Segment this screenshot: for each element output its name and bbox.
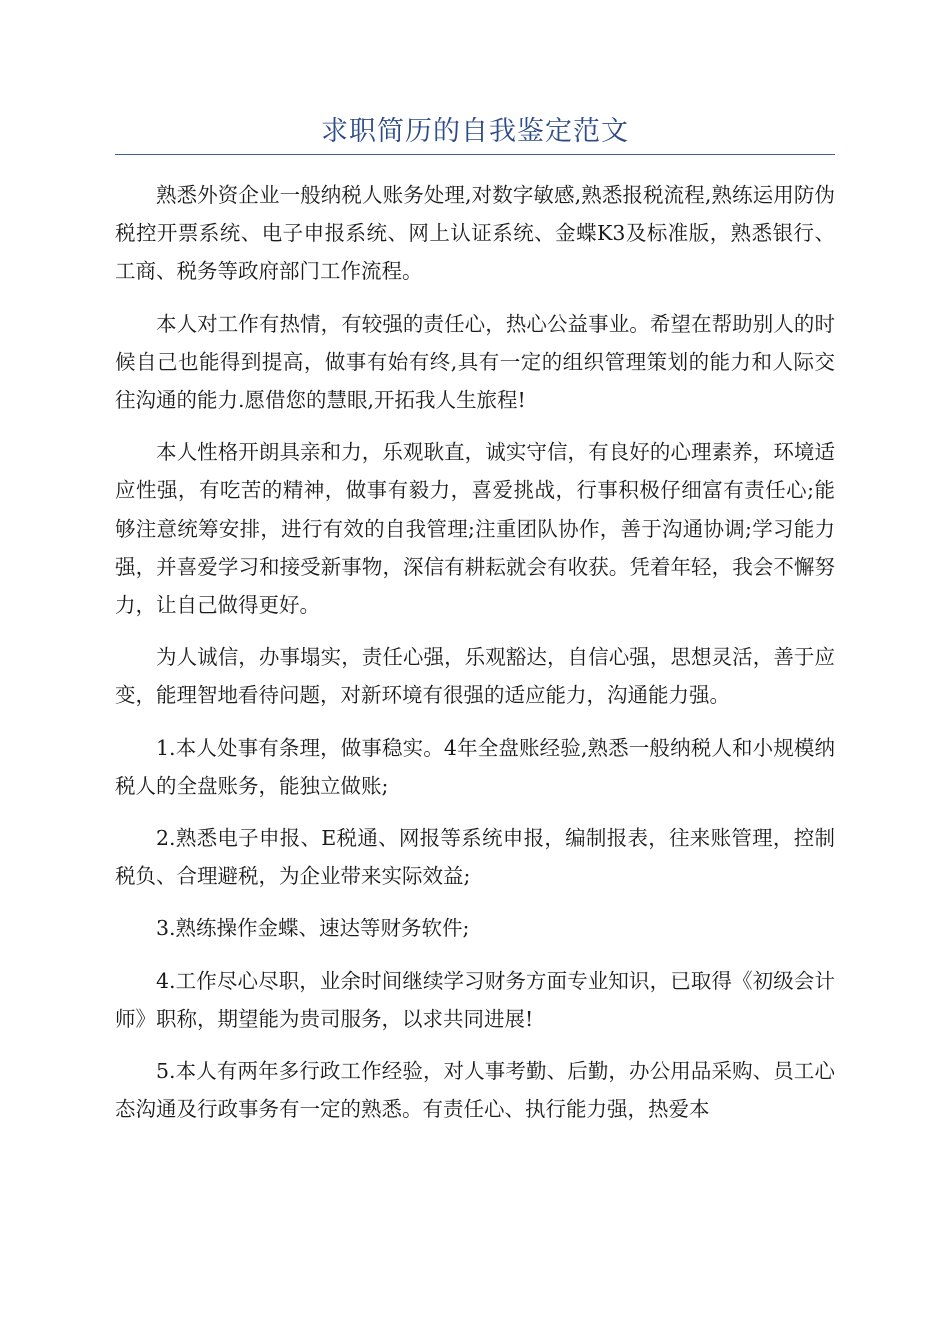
- document-title: 求职简历的自我鉴定范文: [321, 116, 629, 147]
- paragraph: 为人诚信，办事塌实，责任心强，乐观豁达，自信心强，思想灵活，善于应变，能理智地看待问题，对新环境有很强的适应能力，沟通能力强。: [115, 645, 835, 708]
- paragraph: 本人对工作有热情，有较强的责任心，热心公益事业。希望在帮助别人的时候自己也能得到提高，做事有始有终,具有一定的组织管理策划的能力和人际交往沟通的能力.愿借您的慧眼,开拓我人生旅程!: [115, 311, 835, 413]
- paragraph: 本人性格开朗具亲和力，乐观耿直，诚实守信，有良好的心理素养，环境适应性强，有吃苦的精神，做事有毅力，喜爱挑战，行事积极仔细富有责任心;能够注意统筹安排，进行有效的自我管理;注重团队协作，善于沟通协调;学习能力强，并喜爱学习和接受新事物，深信有耕耘就会有收获。凭着年轻，我会不懈努力，让自己做得更好。: [115, 440, 835, 618]
- list-item-2: 2.熟悉电子申报、E税通、网报等系统申报，编制报表，往来账管理，控制税负、合理避税，为企业带来实际效益;: [115, 826, 835, 889]
- list-item-4: 4.工作尽心尽职，业余时间继续学习财务方面专业知识，已取得《初级会计师》职称，期望能为贵司服务，以求共同进展!: [115, 968, 835, 1031]
- list-item-5: 5.本人有两年多行政工作经验，对人事考勤、后勤，办公用品采购、员工心态沟通及行政事务有一定的熟悉。有责任心、执行能力强，热爱本: [115, 1059, 835, 1122]
- document-body: [115, 176, 835, 1142]
- list-item-1: 1.本人处事有条理，做事稳实。4年全盘账经验,熟悉一般纳税人和小规模纳税人的全盘账务，能独立做账;: [115, 735, 835, 798]
- paragraph: 熟悉外资企业一般纳税人账务处理,对数字敏感,熟悉报税流程,熟练运用防伪税控开票系统、电子申报系统、网上认证系统、金蝶K3及标准版，熟悉银行、工商、税务等政府部门工作流程。: [115, 183, 835, 284]
- title-underline: [115, 154, 835, 155]
- list-item-3: 3.熟练操作金蝶、速达等财务软件;: [156, 916, 470, 941]
